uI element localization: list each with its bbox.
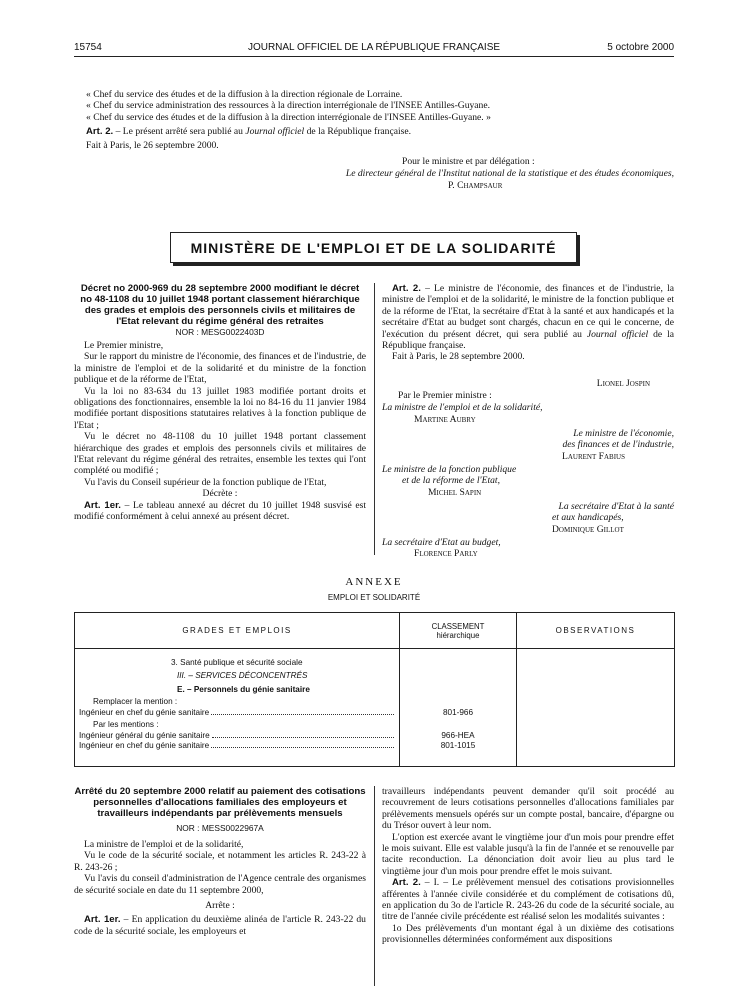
- header-rule: [74, 56, 674, 57]
- grade-row: Ingénieur en chef du génie sanitaire: [79, 708, 396, 719]
- fait-a-paris: Fait à Paris, le 26 septembre 2000.: [86, 139, 219, 151]
- journal-title: JOURNAL OFFICIEL DE LA RÉPUBLIQUE FRANÇAISE: [247, 42, 501, 53]
- header-classement: CLASSEMENT hiérarchique: [400, 613, 517, 649]
- arrete-left-column: [74, 786, 366, 937]
- annexe-table: [74, 612, 675, 767]
- quote-line: « Chef du service des études et de la diffusion à la direction régionale de Lorraine.: [86, 89, 403, 100]
- quote-line: « Chef du service administration des ressources à la direction interrégionale de l'INSEE Antilles-Guyane.: [86, 100, 491, 112]
- remplacer-label: Remplacer la mention :: [93, 697, 178, 706]
- table-header-row: [75, 613, 675, 649]
- arrete-paragraph: travailleurs indépendants peuvent demander qu'il soit procédé au recouvrement de leurs cotisations personnelles d'allocations familiales par prélèvements mensuels opérés sur un compte postal, bancaire, d'épargne ou du Trésor ouvert à leur nom.: [382, 786, 674, 832]
- decret-fait-a-paris: Fait à Paris, le 28 septembre 2000.: [392, 351, 525, 363]
- decret-nor: NOR : MESG0022403D: [175, 327, 265, 337]
- signatory-name: Dominique Gillot: [552, 524, 624, 535]
- decret-right-column: [382, 283, 674, 363]
- signatory-role: La ministre de l'emploi et de la solidarité,: [382, 402, 543, 413]
- ministry-heading: MINISTÈRE DE L'EMPLOI ET DE LA SOLIDARITÉ: [170, 232, 577, 263]
- signature-pm: Lionel Jospin: [596, 378, 650, 389]
- annexe-title: ANNEXE: [345, 576, 403, 588]
- section-heading: 3. Santé publique et sécurité sociale: [171, 658, 303, 667]
- signatory-name: Laurent Fabius: [562, 451, 625, 462]
- arrete-paragraph: L'option est exercée avant le vingtième jour d'un mois pour prendre effet le mois suivant. Elle est valable jusqu'à la fin de l'année et se renouvelle par tacite reconduction. La dénonciation doit avoir lieu au plus tard le vingtième jour d'un mois pour prendre effet le mois suivant.: [382, 831, 674, 877]
- classement-cell: [400, 649, 517, 767]
- decret-decrete: Décrète :: [202, 488, 238, 500]
- decret-paragraph: Vu l'avis du Conseil supérieur de la fonction publique de l'Etat,: [84, 476, 327, 488]
- signatory-role: des finances et de l'industrie,: [562, 439, 674, 450]
- column-divider: [374, 786, 375, 986]
- arrete-paragraph: Vu l'avis du conseil d'administration de l'Agence centrale des organismes de sécurité sociale en date du 11 septembre 2000,: [74, 873, 366, 896]
- arrete-title: Arrêté du 20 septembre 2000 relatif au paiement des cotisations personnelles d'allocations familiales des employeurs et travailleurs indépendants par prélèvements mensuels: [74, 786, 366, 819]
- observations-cell: [517, 649, 675, 767]
- quote-line: « Chef du service des études et de la diffusion à la direction interrégionale de l'INSEE Antilles-Guyane. »: [86, 111, 491, 123]
- arrete-paragraph: 1o Des prélèvements d'un montant égal à un dixième des cotisations provisionnelles déterminées conformément aux dispositions: [382, 922, 674, 946]
- decret-paragraph: Vu la loi no 83-634 du 13 juillet 1983 modifiée portant droits et obligations des fonctionnaires, ensemble la loi no 84-16 du 11 janvier 1984 modifiée portant dispositions statutaires relatives à la fonction publique de l'Etat ;: [74, 385, 366, 431]
- par-le-premier-ministre: Par le Premier ministre :: [398, 390, 492, 401]
- arrete-nor: NOR : MESS0022967A: [176, 823, 264, 833]
- arrete-arrete: Arrête :: [205, 900, 235, 912]
- signatory-role: et aux handicapés,: [552, 512, 624, 523]
- arrete-article-1: Art. 1er. – En application du deuxième alinéa de l'article R. 243-22 du code de la sécurité sociale, les employeurs et: [74, 914, 366, 937]
- signatory-name: P. Champsaur: [448, 180, 503, 191]
- issue-date: 5 octobre 2000: [607, 42, 674, 53]
- signatory-role: La secrétaire d'Etat à la santé: [558, 501, 674, 512]
- arrete-right-column: [382, 786, 674, 946]
- classement-value: 966-HEA: [441, 730, 475, 740]
- decret-article-2: Art. 2. – Le ministre de l'économie, des finances et de l'industrie, la ministre de l'emploi et de la solidarité, le ministre de la fonction publique et de la réforme de l'Etat, la secrétaire d'Etat à la santé et aux handicapés et la secrétaire d'Etat au budget sont chargés, chacun en ce qui le concerne, de l'exécution du présent décret, qui sera publié au Journal officiel de la République française.: [382, 283, 674, 352]
- header-observations: OBSERVATIONS: [517, 613, 675, 649]
- signatory-role: Le ministre de l'économie,: [573, 428, 674, 439]
- column-divider: [374, 283, 375, 555]
- decret-premier-ministre: Le Premier ministre,: [84, 340, 164, 351]
- annexe-subtitle: EMPLOI ET SOLIDARITÉ: [327, 593, 421, 602]
- arrete-paragraph: Vu le code de la sécurité sociale, et notamment les articles R. 243-22 à R. 243-26 ;: [74, 850, 366, 873]
- par-mentions-label: Par les mentions :: [93, 720, 159, 729]
- signatory-role: et de la réforme de l'Etat,: [402, 475, 500, 486]
- article-2-top: Art. 2. – Le présent arrêté sera publié au Journal officiel de la République française.: [86, 126, 412, 138]
- signatory-role: Le directeur général de l'Institut national de la statistique et des études économiques,: [345, 168, 674, 179]
- signatory-name: Florence Parly: [414, 548, 478, 559]
- grades-cell: [75, 649, 400, 767]
- grade-row: Ingénieur en chef du génie sanitaire: [79, 741, 396, 752]
- signatory-name: Martine Aubry: [414, 414, 476, 425]
- quote-list: [86, 89, 676, 151]
- signatory-role: La secrétaire d'Etat au budget,: [382, 537, 501, 548]
- pour-le-ministre: Pour le ministre et par délégation :: [402, 156, 535, 167]
- decret-left-column: [74, 283, 366, 523]
- subsection-heading: III. – SERVICES DÉCONCENTRÉS: [177, 671, 308, 680]
- page-number: 15754: [74, 42, 102, 53]
- decret-title: Décret no 2000-969 du 28 septembre 2000 modifiant le décret no 48-1108 du 10 juillet 1948 portant classement hiérarchique des grades et emplois des personnels civils et militaires de l'Etat relevant du régime général des retraites: [80, 283, 360, 327]
- classement-value: 801-966: [442, 707, 474, 717]
- arrete-article-2: Art. 2. – I. – Le prélèvement mensuel des cotisations provisionnelles afférentes à l'année civile considérée et du complément de cotisations dû, en application du 3o de l'article R. 243-26 du code de la sécurité sociale, au titre de l'année civile précédente est réalisé selon les modalités suivantes :: [382, 877, 674, 923]
- header-grades: GRADES ET EMPLOIS: [75, 613, 400, 649]
- decret-paragraph: Sur le rapport du ministre de l'économie, des finances et de l'industrie, de la ministre de l'emploi et de la solidarité et du ministre de la fonction publique et de la réforme de l'Etat,: [74, 351, 366, 386]
- decret-paragraph: Vu le décret no 48-1108 du 10 juillet 1948 portant classement hiérarchique des grades et emplois des personnels civils et militaires de l'Etat relevant du régime général des retraites, ensemble les textes qui l'ont complété ou modifié ;: [74, 431, 366, 477]
- subsub-heading: E. – Personnels du génie sanitaire: [177, 685, 310, 694]
- decret-article-1: Art. 1er. – Le tableau annexé au décret du 10 juillet 1948 susvisé est modifié conformément à celui annexé au présent décret.: [74, 499, 366, 523]
- signatory-role: Le ministre de la fonction publique: [382, 464, 517, 475]
- table-row: [75, 649, 675, 767]
- classement-value: 801-1015: [440, 741, 476, 750]
- signatory-name: Michel Sapin: [428, 487, 482, 498]
- grade-row: Ingénieur général du génie sanitaire: [79, 731, 396, 742]
- arrete-paragraph: La ministre de l'emploi et de la solidarité,: [84, 839, 244, 850]
